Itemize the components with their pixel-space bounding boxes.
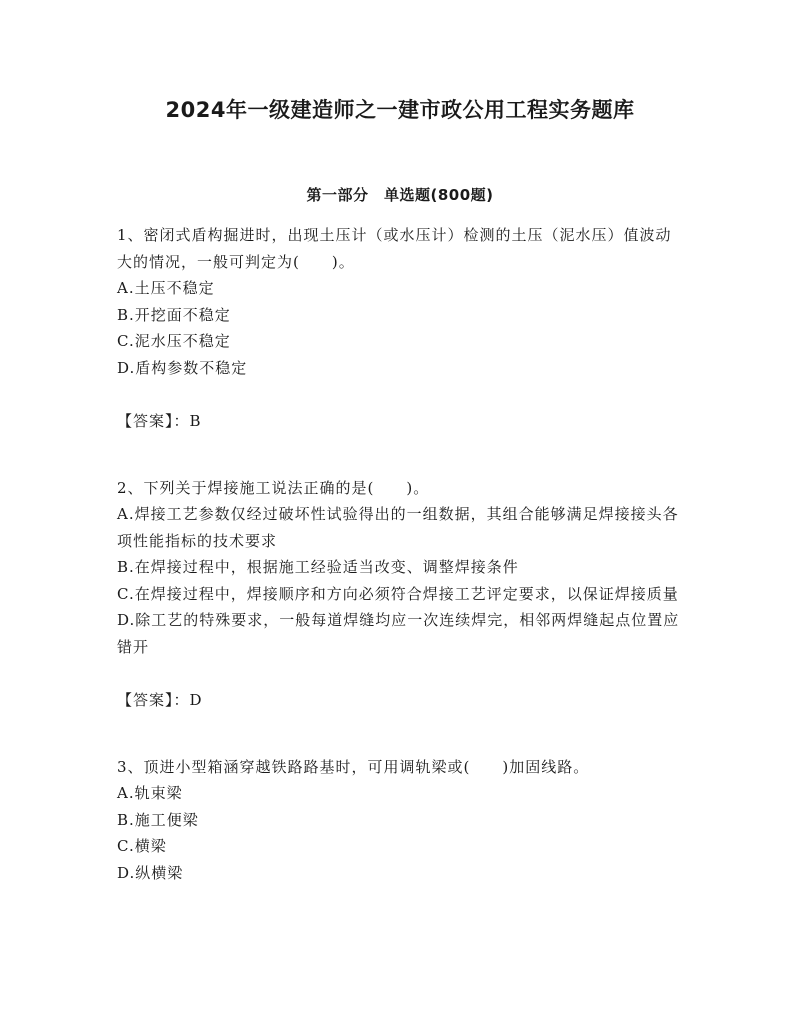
option-a: A.焊接工艺参数仅经过破坏性试验得出的一组数据，其组合能够满足焊接接头各项性能指标的技术要求 — [117, 505, 679, 550]
option-d: D.除工艺的特殊要求，一般每道焊缝均应一次连续焊完，相邻两焊缝起点位置应错开 — [117, 611, 680, 656]
option-d: D.盾构参数不稳定 — [117, 358, 248, 377]
option-c: C.在焊接过程中，焊接顺序和方向必须符合焊接工艺评定要求，以保证焊接质量 — [117, 584, 679, 603]
page-title: 2024年一级建造师之一建市政公用工程实务题库 — [165, 98, 635, 122]
spacer — [117, 714, 683, 754]
option-d: D.纵横梁 — [117, 863, 184, 882]
option-b: B.施工便梁 — [117, 810, 199, 829]
answer-text: 【答案】：B — [117, 412, 202, 430]
option-c: C.横梁 — [117, 837, 167, 855]
question-2 — [117, 475, 683, 714]
section-title: 第一部分 单选题(800题) — [306, 186, 494, 204]
option-a: A.土压不稳定 — [117, 279, 215, 297]
option-a: A.轨束梁 — [117, 784, 183, 802]
spacer — [117, 435, 683, 475]
question-list — [117, 222, 683, 886]
option-b: B.在焊接过程中，根据施工经验适当改变、调整焊接条件 — [117, 558, 519, 576]
answer-text: 【答案】：D — [117, 691, 203, 709]
question-text: 2、下列关于焊接施工说法正确的是( )。 — [117, 478, 430, 497]
question-text: 3、顶进小型箱涵穿越铁路路基时，可用调轨梁或( )加固线路。 — [117, 757, 590, 776]
question-1 — [117, 222, 683, 435]
option-b: B.开挖面不稳定 — [117, 305, 231, 324]
question-text: 1、密闭式盾构掘进时，出现土压计（或水压计）检测的土压（泥水压）值波动大的情况，一般可判定为( )。 — [117, 226, 672, 271]
question-3 — [117, 754, 683, 887]
option-c: C.泥水压不稳定 — [117, 332, 231, 350]
